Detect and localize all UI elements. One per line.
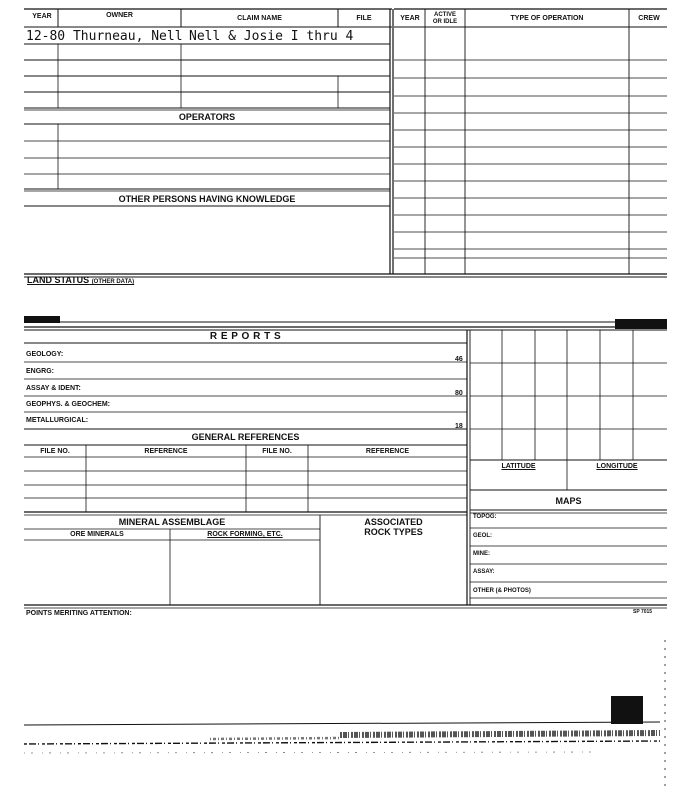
operators-heading: OPERATORS (178, 112, 236, 122)
report-geophys-label: GEOPHYS. & GEOCHEM: (26, 401, 111, 408)
associated-rock-types-line1: ASSOCIATED (364, 517, 423, 527)
land-status-sub: (OTHER DATA) (91, 279, 135, 285)
header-file: FILE (356, 15, 372, 22)
form-number: SP 7015 (633, 609, 653, 615)
latitude-label: LATITUDE (501, 463, 536, 470)
associated-rock-types-line2: ROCK TYPES (364, 527, 423, 537)
report-assay-num: 80 (455, 390, 463, 397)
header-type-of-operation: TYPE OF OPERATION (510, 15, 584, 22)
report-metallurgical-label: METALLURGICAL: (26, 417, 89, 424)
general-references-heading: GENERAL REFERENCES (191, 432, 300, 442)
other-persons-heading: OTHER PERSONS HAVING KNOWLEDGE (118, 194, 296, 204)
ref-file-no-1: FILE NO. (40, 448, 70, 455)
map-other-label: OTHER (& PHOTOS) (473, 588, 531, 594)
header-year: YEAR (32, 13, 52, 20)
land-status-heading (27, 276, 134, 285)
report-geology-num: 46 (455, 356, 463, 363)
report-metallurgical-num: 18 (455, 423, 463, 430)
report-engrg-label: ENGRG: (26, 368, 54, 375)
map-topog-label: TOPOG: (473, 514, 497, 520)
report-assay-label: ASSAY & IDENT: (26, 385, 81, 392)
header-or-idle: OR IDLE (432, 19, 458, 25)
header-active: ACTIVE (433, 12, 456, 18)
scan-blotch-bottom (611, 696, 643, 724)
maps-heading: MAPS (555, 496, 582, 506)
header-owner: OWNER (106, 12, 133, 19)
scan-blotch-right (615, 319, 667, 329)
mineral-assemblage-heading: MINERAL ASSEMBLAGE (118, 517, 226, 527)
map-geol-label: GEOL: (473, 533, 492, 539)
header-claim-name: CLAIM NAME (237, 15, 282, 22)
land-status-label: LAND STATUS (27, 275, 90, 285)
report-geology-label: GEOLOGY: (26, 351, 64, 358)
ref-reference-2: REFERENCE (365, 448, 410, 455)
ref-file-no-2: FILE NO. (262, 448, 292, 455)
ore-minerals-label: ORE MINERALS (70, 531, 124, 538)
rock-forming-label: ROCK FORMING, ETC. (207, 531, 283, 538)
longitude-label: LONGITUDE (596, 463, 638, 470)
entry-claim-name: Nell & Josie I thru 4 (189, 29, 354, 44)
scan-blotch-left (24, 316, 60, 323)
points-meriting-attention-label: POINTS MERITING ATTENTION: (26, 610, 132, 617)
entry-year-owner: 12-80 Thurneau, Nell (26, 29, 183, 44)
ref-reference-1: REFERENCE (144, 448, 188, 455)
map-assay-label: ASSAY: (473, 569, 495, 575)
header-year-right: YEAR (400, 15, 420, 22)
reports-heading: R E P O R T S (209, 331, 282, 342)
header-crew: CREW (638, 15, 660, 22)
map-mine-label: MINE: (473, 551, 490, 557)
